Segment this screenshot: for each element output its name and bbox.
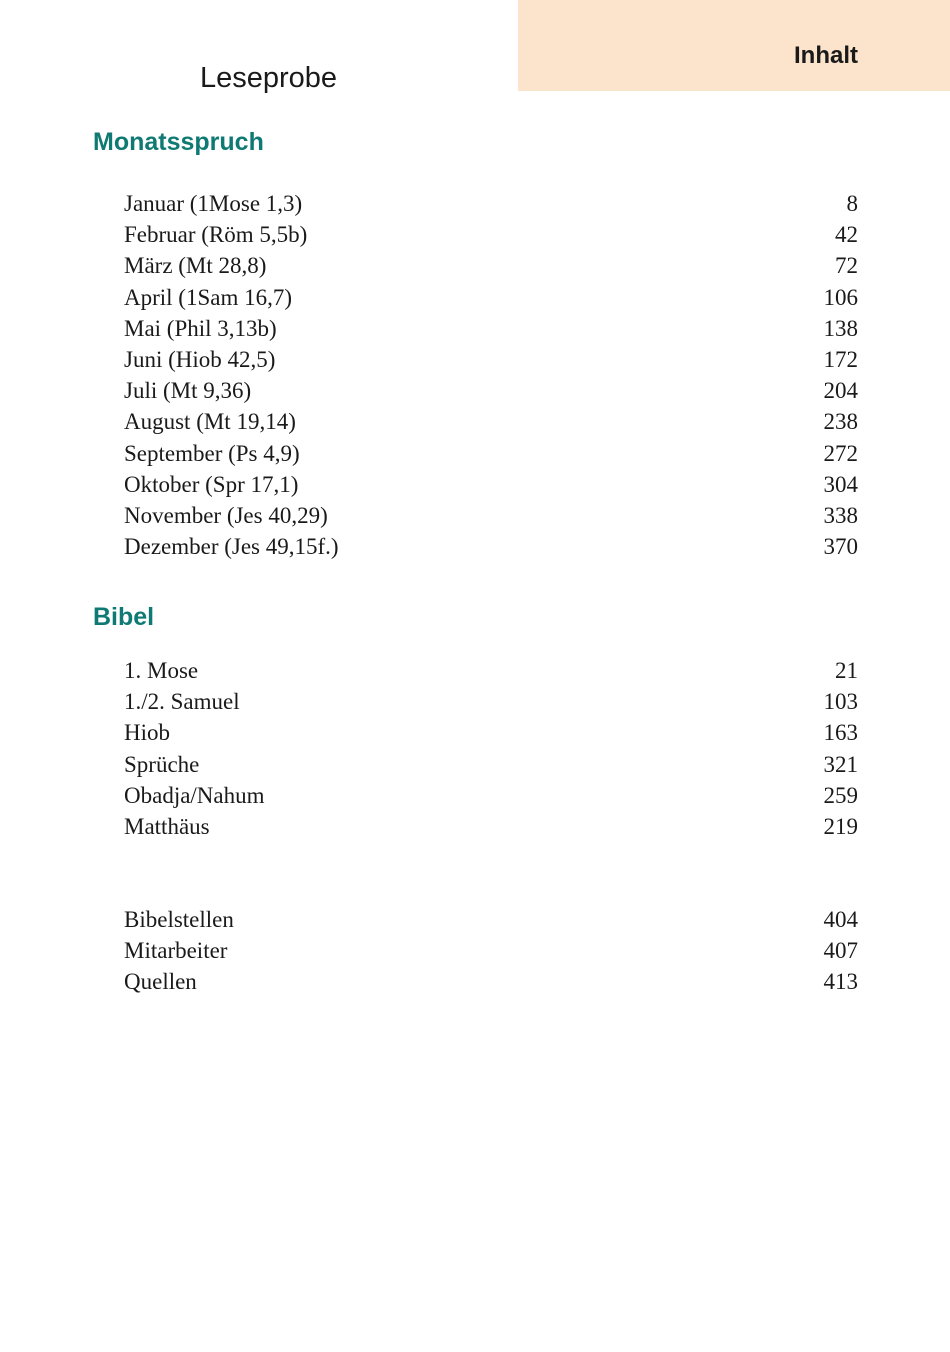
toc-entry-title: Mitarbeiter (124, 938, 228, 964)
toc-entry[interactable] (124, 469, 858, 500)
toc-entry-title: Matthäus (124, 813, 210, 839)
toc-entry-title: Hiob (124, 720, 170, 746)
toc-entry[interactable] (124, 406, 858, 437)
toc-entry-title: Sprüche (124, 751, 200, 777)
toc-entry-page: 413 (823, 969, 858, 995)
section-heading-monatsspruch: Monatsspruch (93, 128, 264, 156)
page-title: Inhalt (794, 42, 858, 69)
toc-entry-page: 204 (823, 378, 858, 404)
toc-entry-page: 338 (823, 502, 858, 528)
toc-entry[interactable] (124, 250, 858, 281)
toc-entry-title: September (Ps 4,9) (124, 440, 300, 466)
toc-entry-page: 172 (823, 346, 858, 372)
toc-entry-page: 272 (823, 440, 858, 466)
toc-entry[interactable] (124, 780, 858, 811)
toc-entry-page: 321 (823, 751, 858, 777)
toc-entry[interactable] (124, 219, 858, 250)
toc-entry-title: April (1Sam 16,7) (124, 284, 293, 310)
toc-entry[interactable] (124, 935, 858, 966)
toc-entry[interactable] (124, 438, 858, 469)
toc-entry-title: Januar (1Mose 1,3) (124, 191, 303, 216)
toc-entry[interactable] (124, 344, 858, 375)
toc-entry-title: 1. Mose (124, 658, 199, 683)
toc-list-bibel (124, 655, 858, 842)
toc-entry[interactable] (124, 749, 858, 780)
toc-entry-title: Quellen (124, 969, 197, 995)
toc-entry-page: 407 (823, 938, 858, 964)
section-heading-bibel: Bibel (93, 603, 155, 631)
toc-entry-title: Dezember (Jes 49,15f.) (124, 534, 339, 560)
toc-entry[interactable] (124, 313, 858, 344)
toc-entry[interactable] (124, 375, 858, 406)
toc-entry[interactable] (124, 531, 858, 562)
toc-entry-page: 163 (823, 720, 858, 746)
toc-entry-page: 106 (823, 284, 858, 310)
toc-list-monatsspruch (124, 188, 858, 562)
toc-list-appendix (124, 904, 858, 998)
toc-entry-page: 304 (823, 471, 858, 497)
toc-entry-title: Mai (Phil 3,13b) (124, 315, 277, 341)
toc-entry[interactable] (124, 904, 858, 935)
toc-entry-page: 238 (823, 409, 858, 435)
toc-entry-title: Obadja/Nahum (124, 782, 265, 808)
toc-entry-title: Juni (Hiob 42,5) (124, 346, 276, 372)
toc-entry[interactable] (124, 282, 858, 313)
toc-entry-title: August (Mt 19,14) (124, 409, 296, 435)
toc-entry[interactable] (124, 686, 858, 717)
toc-entry-title: 1./2. Samuel (124, 689, 240, 715)
toc-entry-page: 370 (823, 534, 858, 560)
toc-entry-page: 72 (835, 253, 858, 279)
toc-entry-title: März (Mt 28,8) (124, 253, 267, 279)
toc-entry[interactable] (124, 500, 858, 531)
toc-entry-title: Bibelstellen (124, 907, 234, 932)
toc-entry-page: 219 (823, 813, 858, 839)
sample-label: Leseprobe (200, 62, 338, 94)
toc-entry-page: 42 (835, 222, 858, 248)
toc-entry-page: 8 (846, 191, 858, 216)
toc-entry-title: Juli (Mt 9,36) (124, 378, 252, 404)
toc-entry[interactable] (124, 811, 858, 842)
toc-entry-page: 259 (823, 782, 858, 808)
toc-entry[interactable] (124, 717, 858, 748)
header-band (518, 0, 950, 91)
toc-entry-title: November (Jes 40,29) (124, 502, 328, 528)
toc-entry[interactable] (124, 188, 858, 219)
toc-entry-page: 103 (823, 689, 858, 715)
toc-entry[interactable] (124, 966, 858, 997)
toc-entry[interactable] (124, 655, 858, 686)
toc-entry-title: Oktober (Spr 17,1) (124, 471, 299, 497)
toc-entry-page: 21 (835, 658, 858, 683)
toc-entry-page: 404 (823, 907, 858, 932)
toc-entry-title: Februar (Röm 5,5b) (124, 222, 308, 248)
toc-entry-page: 138 (823, 315, 858, 341)
